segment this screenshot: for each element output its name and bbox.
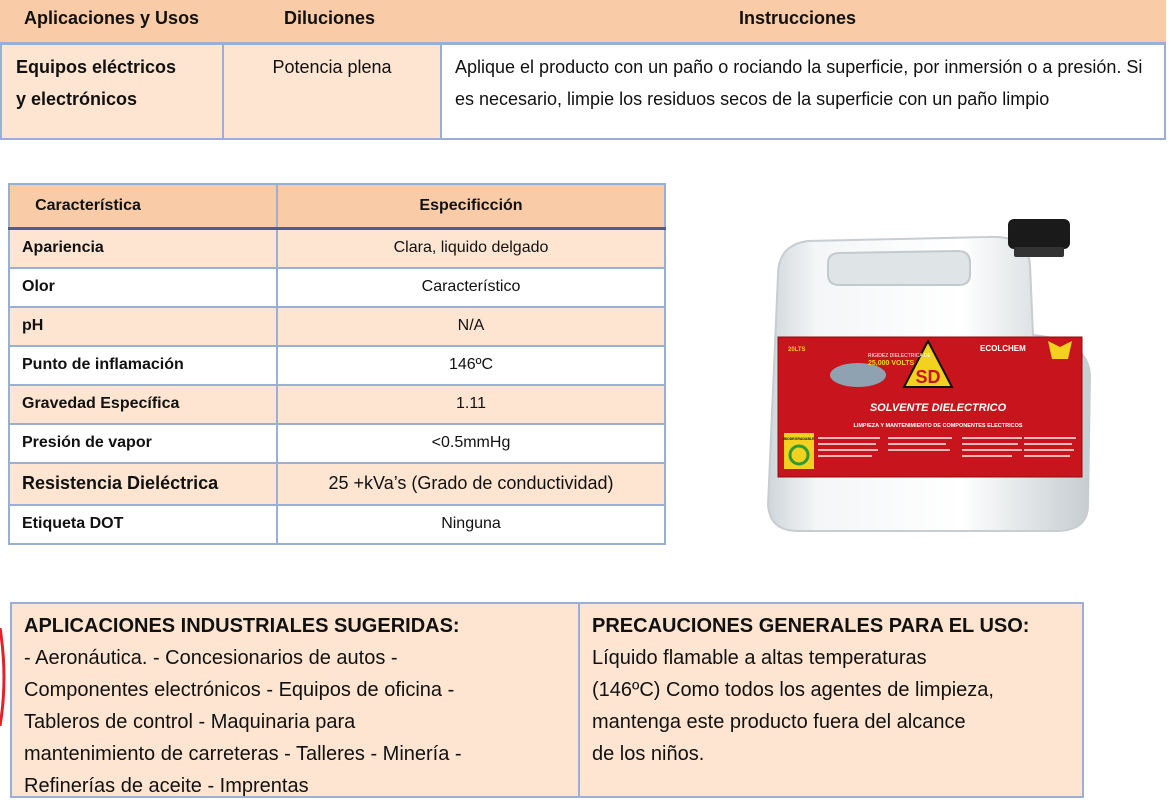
jug-cap-ring — [1014, 247, 1064, 257]
table-row — [9, 268, 665, 307]
header-specification: Especificción — [277, 184, 665, 229]
spec-key: Gravedad Específica — [9, 385, 277, 424]
bottom-info — [10, 602, 1084, 798]
table-row — [9, 385, 665, 424]
precautions-line: Líquido flamable a altas temperaturas — [592, 647, 927, 669]
usage-table — [0, 0, 1166, 140]
label-rigidity-line2: 25,000 VOLTS — [868, 360, 915, 367]
applications-line: Componentes electrónicos - Equipos de oficina - — [24, 679, 455, 701]
jug-cap — [1008, 219, 1070, 249]
spec-key: Etiqueta DOT — [9, 505, 277, 544]
applications-line: mantenimiento de carreteras - Talleres - Minería - — [24, 743, 462, 765]
spec-value: 146ºC — [277, 346, 665, 385]
spec-key: Olor — [9, 268, 277, 307]
header-dilutions: Diluciones — [284, 8, 376, 28]
spec-table — [8, 183, 666, 545]
spec-value: Ninguna — [277, 505, 665, 544]
spec-key: pH — [9, 307, 277, 346]
product-jug-image — [758, 215, 1098, 535]
applications-line: Tableros de control - Maquinaria para — [24, 711, 356, 733]
table-row — [9, 505, 665, 544]
label-brand: SD — [915, 367, 941, 387]
label-volume: 20LTS — [788, 347, 806, 353]
usage-table-header — [0, 0, 1166, 45]
table-row — [9, 463, 665, 505]
usage-table-row — [0, 45, 1166, 140]
accent-mark — [0, 628, 10, 726]
dilution-cell: Potencia plena — [224, 45, 442, 138]
instructions-cell: Aplique el producto con un paño o rociando la superficie, por inmersión o a presión. Si es necesario, limpie los residuos secos de la superficie con un paño limpio — [442, 45, 1164, 138]
precautions-box — [580, 604, 1082, 796]
label-rigidity-line1: RIGIDEZ DIELECTRICA DE — [868, 353, 931, 359]
badge-text: BIODEGRADABLE — [783, 437, 815, 441]
table-row — [9, 346, 665, 385]
application-line-2: y electrónicos — [16, 89, 138, 109]
table-row — [9, 229, 665, 268]
precautions-line: (146ºC) Como todos los agentes de limpieza, — [592, 679, 994, 701]
applications-title: APLICACIONES INDUSTRIALES SUGERIDAS: — [24, 615, 460, 637]
header-characteristic: Característica — [9, 184, 277, 229]
spec-value: Clara, liquido delgado — [277, 229, 665, 268]
spec-value: 1.11 — [277, 385, 665, 424]
applications-line: Refinerías de aceite - Imprentas — [24, 775, 309, 797]
precautions-title: PRECAUCIONES GENERALES PARA EL USO: — [592, 615, 1030, 637]
spec-key: Presión de vapor — [9, 424, 277, 463]
spec-key: Punto de inflamación — [9, 346, 277, 385]
jug-handle — [828, 251, 970, 285]
application-line-1: Equipos eléctricos — [16, 57, 177, 77]
header-instructions: Instrucciones — [739, 8, 857, 28]
spec-value: 25 +kVa’s (Grado de conductividad) — [277, 463, 665, 505]
label-company: ECOLCHEM — [980, 344, 1026, 353]
application-cell — [2, 45, 224, 138]
spec-value: <0.5mmHg — [277, 424, 665, 463]
applications-box — [12, 604, 580, 796]
spec-key: Apariencia — [9, 229, 277, 268]
spec-key: Resistencia Dieléctrica — [9, 463, 277, 505]
label-subtitle: LIMPIEZA Y MANTENIMIENTO DE COMPONENTES ELECTRICOS — [853, 423, 1023, 429]
table-row — [9, 424, 665, 463]
spec-value: N/A — [277, 307, 665, 346]
precautions-line: mantenga este producto fuera del alcance — [592, 711, 966, 733]
applications-line: - Aeronáutica. - Concesionarios de autos - — [24, 647, 398, 669]
spec-table-header — [9, 184, 665, 229]
table-row — [9, 307, 665, 346]
label-product-name: SOLVENTE DIELECTRICO — [869, 402, 1007, 414]
spec-value: Característico — [277, 268, 665, 307]
precautions-line: de los niños. — [592, 743, 705, 765]
header-applications: Aplicaciones y Usos — [24, 8, 200, 28]
